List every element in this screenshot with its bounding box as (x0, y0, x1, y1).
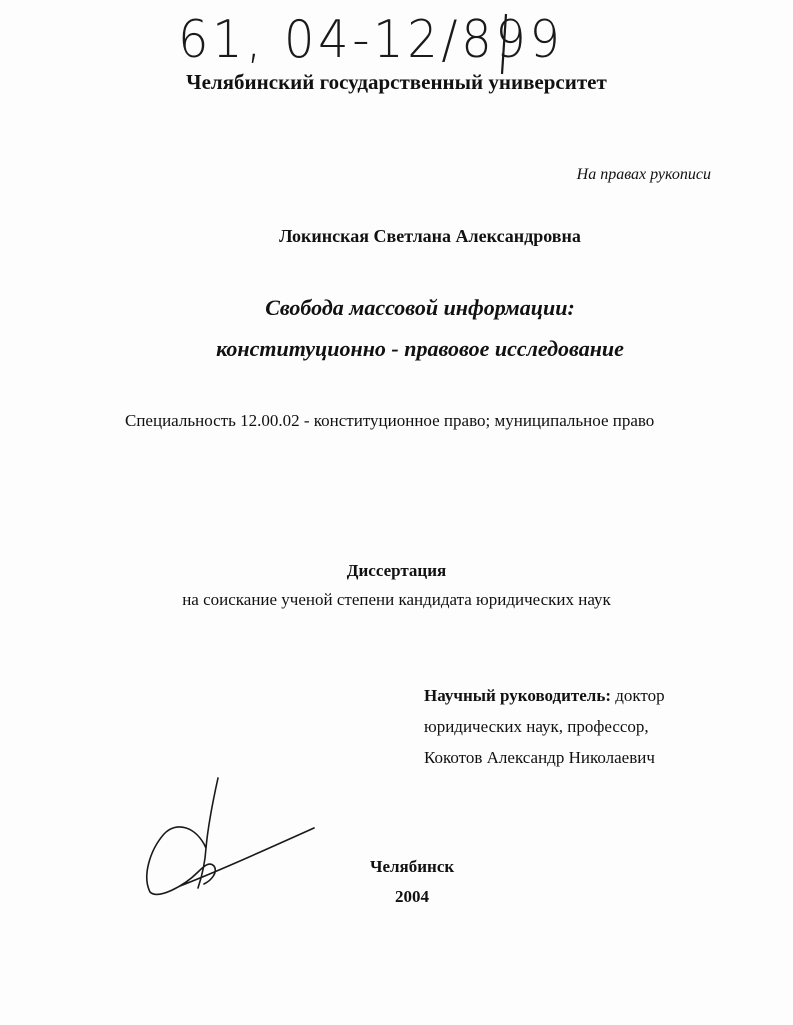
supervisor-block (424, 680, 665, 773)
supervisor-line-2: юридических наук, профессор, (424, 717, 649, 736)
supervisor-name: Кокотов Александр Николаевич (424, 748, 655, 767)
supervisor-line-1 (424, 680, 665, 711)
dissertation-heading: Диссертация (346, 561, 447, 580)
stamp-number: 61, 04-12/899 (178, 10, 564, 70)
specialty-line: Специальность 12.00.02 - конституционное право; муниципальное право (125, 411, 655, 430)
signature-image (136, 776, 326, 906)
supervisor-degree-start: доктор (611, 686, 665, 705)
supervisor-label: Научный руководитель: (424, 686, 611, 705)
handwritten-stamp (170, 8, 640, 78)
university-name: Челябинский государственный университет (186, 70, 607, 94)
dissertation-subtitle: на соискание ученой степени кандидата юридических наук (182, 590, 611, 609)
dissertation-title-line-2: конституционно - правовое исследование (216, 336, 624, 361)
manuscript-rights-note: На правах рукописи (576, 166, 711, 183)
author-name: Локинская Светлана Александровна (279, 226, 581, 246)
dissertation-title-line-1: Свобода массовой информации: (265, 295, 575, 320)
city: Челябинск (370, 857, 455, 876)
year: 2004 (395, 887, 429, 906)
